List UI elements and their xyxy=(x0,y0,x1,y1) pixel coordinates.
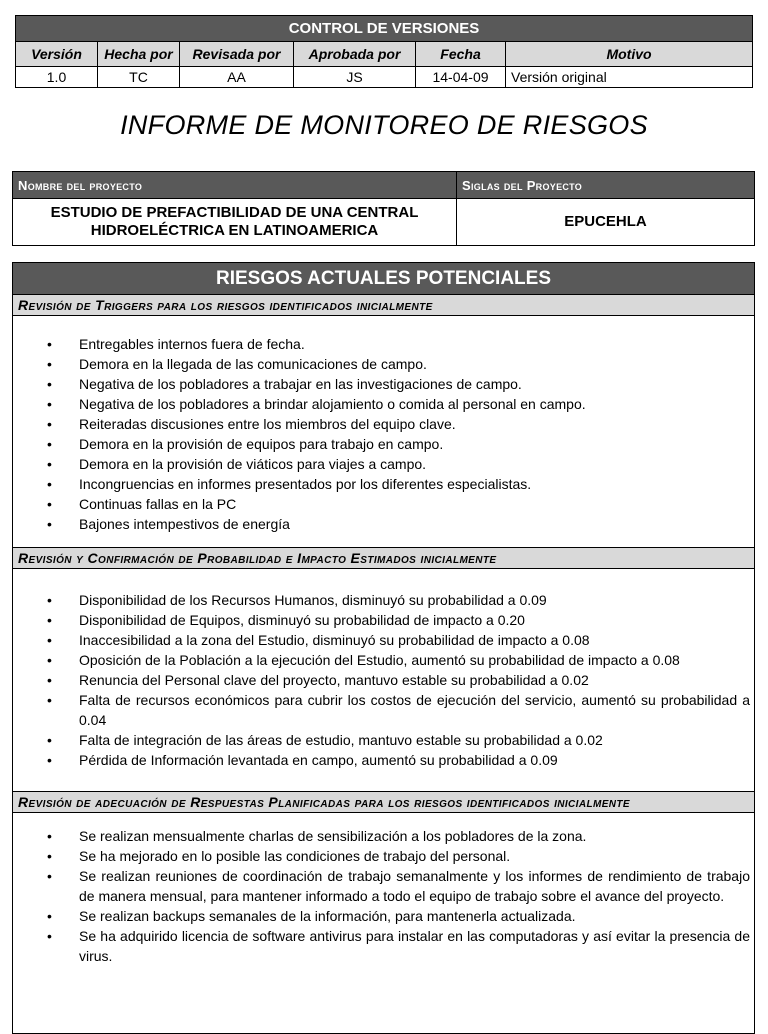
list-item: • Inaccesibilidad a la zona del Estudio, disminuyó su probabilidad de impacto a 0.08 xyxy=(13,630,754,650)
col-header-date: Fecha xyxy=(416,42,506,67)
probability-impact-list xyxy=(13,569,754,791)
risks-title: RIESGOS ACTUALES POTENCIALES xyxy=(13,263,754,294)
col-header-reviewed-by: Revisada por xyxy=(180,42,294,67)
list-item: • Disponibilidad de los Recursos Humanos, disminuyó su probabilidad a 0.09 xyxy=(13,590,754,610)
col-header-version: Versión xyxy=(16,42,98,67)
list-item: • Demora en la llegada de las comunicaciones de campo. xyxy=(13,354,754,374)
list-item: • Se ha adquirido licencia de software antivirus para instalar en las computadoras y así evitar la presencia de virus. xyxy=(13,926,754,966)
table-row xyxy=(16,67,753,88)
planned-responses-list xyxy=(13,813,754,966)
list-item: • Reiteradas discusiones entre los miembros del equipo clave. xyxy=(13,414,754,434)
section-heading-planned-responses: Revisión de adecuación de Respuestas Planificadas para los riesgos identificados inicialmente xyxy=(13,791,754,813)
list-item: • Se ha mejorado en lo posible las condiciones de trabajo del personal. xyxy=(13,846,754,866)
project-name-line-2: HIDROELÉCTRICA EN LATINOAMERICA xyxy=(90,222,379,239)
cell-made-by: TC xyxy=(98,67,180,88)
list-item: • Demora en la provisión de equipos para trabajo en campo. xyxy=(13,434,754,454)
col-header-reason: Motivo xyxy=(506,42,753,67)
project-table xyxy=(12,171,755,246)
project-name xyxy=(13,199,457,246)
triggers-list xyxy=(13,316,754,547)
col-header-made-by: Hecha por xyxy=(98,42,180,67)
list-item: • Se realizan reuniones de coordinación de trabajo semanalmente y los informes de rendimiento de trabajo de manera mensual, para mantener informado a todo el equipo de trabajo sobre el avance del proyecto. xyxy=(13,866,754,906)
version-control-table xyxy=(15,15,753,88)
section-heading-triggers: Revisión de Triggers para los riesgos identificados inicialmente xyxy=(13,294,754,316)
cell-reviewed-by: AA xyxy=(180,67,294,88)
version-control-title: CONTROL DE VERSIONES xyxy=(16,16,753,42)
list-item: • Negativa de los pobladores a trabajar en las investigaciones de campo. xyxy=(13,374,754,394)
project-acronym-header: Siglas del Proyecto xyxy=(457,172,755,199)
document-title: INFORME DE MONITOREO DE RIESGOS xyxy=(120,110,648,140)
list-item: • Oposición de la Población a la ejecución del Estudio, aumentó su probabilidad de impacto a 0.08 xyxy=(13,650,754,670)
list-item: • Bajones intempestivos de energía xyxy=(13,514,754,534)
list-item: • Incongruencias en informes presentados por los diferentes especialistas. xyxy=(13,474,754,494)
list-item: • Falta de recursos económicos para cubrir los costos de ejecución del servicio, aumentó su probabilidad a 0.04 xyxy=(13,690,754,730)
project-acronym: EPUCEHLA xyxy=(457,199,755,246)
list-item: • Pérdida de Información levantada en campo, aumentó su probabilidad a 0.09 xyxy=(13,750,754,770)
project-name-line-1: ESTUDIO DE PREFACTIBILIDAD DE UNA CENTRAL xyxy=(50,204,419,221)
col-header-approved-by: Aprobada por xyxy=(294,42,416,67)
risks-panel xyxy=(12,262,755,1034)
list-item: • Continuas fallas en la PC xyxy=(13,494,754,514)
list-item: • Se realizan backups semanales de la información, para mantenerla actualizada. xyxy=(13,906,754,926)
cell-approved-by: JS xyxy=(294,67,416,88)
list-item: • Demora en la provisión de viáticos para viajes a campo. xyxy=(13,454,754,474)
cell-date: 14-04-09 xyxy=(416,67,506,88)
list-item: • Disponibilidad de Equipos, disminuyó su probabilidad de impacto a 0.20 xyxy=(13,610,754,630)
list-item: • Falta de integración de las áreas de estudio, mantuvo estable su probabilidad a 0.02 xyxy=(13,730,754,750)
project-name-header: Nombre del proyecto xyxy=(13,172,457,199)
cell-version: 1.0 xyxy=(16,67,98,88)
section-heading-probability-impact: Revisión y Confirmación de Probabilidad e Impacto Estimados inicialmente xyxy=(13,547,754,569)
cell-reason: Versión original xyxy=(506,67,753,88)
list-item: • Negativa de los pobladores a brindar alojamiento o comida al personal en campo. xyxy=(13,394,754,414)
list-item: • Entregables internos fuera de fecha. xyxy=(13,334,754,354)
list-item: • Renuncia del Personal clave del proyecto, mantuvo estable su probabilidad a 0.02 xyxy=(13,670,754,690)
list-item: • Se realizan mensualmente charlas de sensibilización a los pobladores de la zona. xyxy=(13,826,754,846)
